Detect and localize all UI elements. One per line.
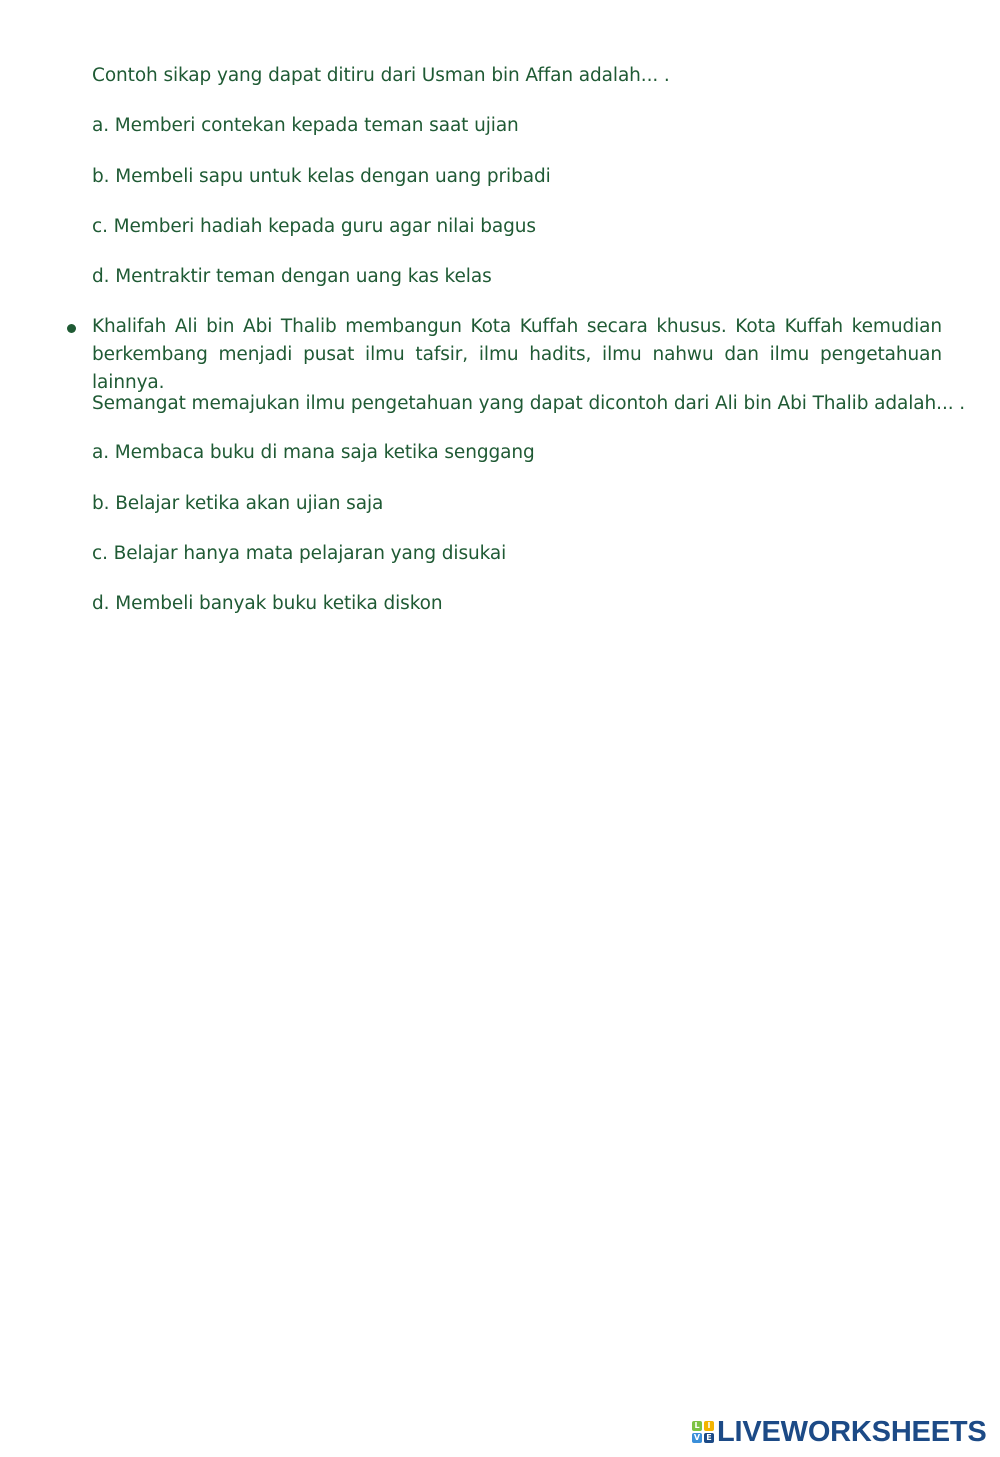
logo-cell-v: V: [693, 1433, 701, 1442]
question-1-stem: Contoh sikap yang dapat ditiru dari Usman bin Affan adalah... .: [92, 65, 670, 86]
question-1-option-c[interactable]: c. Memberi hadiah kepada guru agar nilai bagus: [92, 216, 536, 237]
logo-text: LIVEWORKSHEETS: [717, 1415, 987, 1448]
question-2-option-b[interactable]: b. Belajar ketika akan ujian saja: [92, 493, 384, 514]
question-2-stem: Semangat memajukan ilmu pengetahuan yang dapat dicontoh dari Ali bin Abi Thalib adalah... .: [92, 393, 966, 414]
question-1-option-b[interactable]: b. Membeli sapu untuk kelas dengan uang pribadi: [92, 166, 551, 187]
bullet-icon: [67, 324, 76, 333]
question-2-option-d[interactable]: d. Membeli banyak buku ketika diskon: [92, 593, 443, 614]
logo-cell-e: E: [704, 1433, 714, 1443]
logo-mark-icon: [692, 1421, 714, 1443]
question-1-option-d[interactable]: d. Mentraktir teman dengan uang kas kelas: [92, 266, 492, 287]
question-1-option-a[interactable]: a. Memberi contekan kepada teman saat ujian: [92, 115, 519, 136]
question-2-context: Khalifah Ali bin Abi Thalib membangun Kota Kuffah secara khusus. Kota Kuffah kemudian berkembang menjadi pusat ilmu tafsir, ilmu hadits, ilmu nahwu dan ilmu pengetahuan lainnya.: [92, 316, 942, 393]
logo-cell-i: I: [704, 1421, 714, 1431]
liveworksheets-logo: [692, 1415, 987, 1449]
logo-cell-l: L: [692, 1421, 702, 1431]
question-2-option-c[interactable]: c. Belajar hanya mata pelajaran yang disukai: [92, 543, 507, 564]
question-2-option-a[interactable]: a. Membaca buku di mana saja ketika senggang: [92, 442, 535, 463]
